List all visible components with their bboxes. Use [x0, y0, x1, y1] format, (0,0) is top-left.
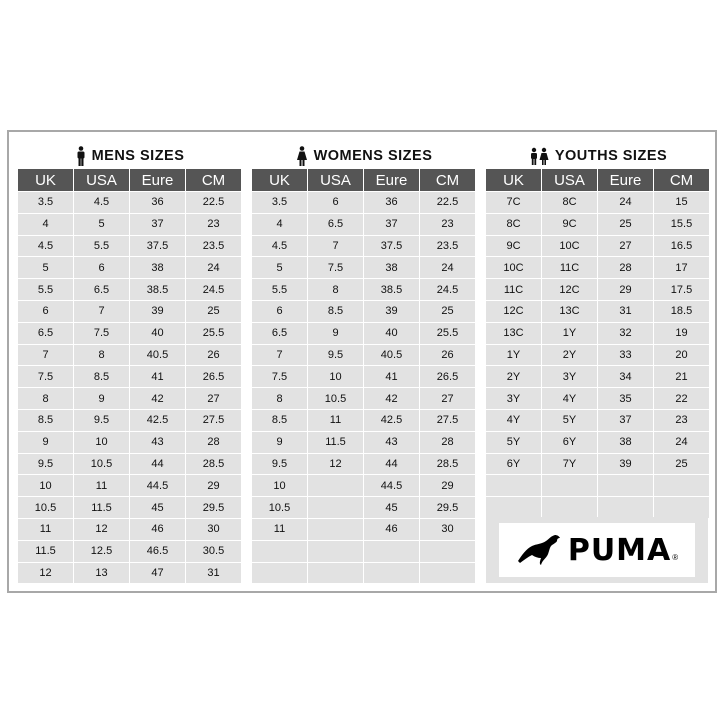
cell-uk: 8 [18, 388, 73, 410]
cell-usa [308, 519, 363, 541]
cell-usa: 6 [74, 257, 129, 279]
table-row [18, 192, 242, 214]
cell-uk: 9.5 [18, 454, 73, 476]
youths-sizes-section [486, 145, 710, 519]
cell-usa: 4Y [542, 388, 597, 410]
table-row [18, 497, 242, 519]
cell-cm: 24.5 [186, 279, 241, 301]
cell-cm: 26.5 [186, 366, 241, 388]
cell-cm: 27.5 [420, 410, 475, 432]
table-row [252, 519, 476, 541]
mens-sizes-title [18, 145, 242, 167]
cell-cm: 24 [654, 432, 709, 454]
cell-usa [308, 475, 363, 497]
cell-eure: 25 [598, 214, 653, 236]
cell-cm: 17 [654, 257, 709, 279]
cell-eure: 41 [130, 366, 185, 388]
cell-usa: 8.5 [74, 366, 129, 388]
cell-eure: 46 [130, 519, 185, 541]
cell-usa: 9.5 [308, 345, 363, 367]
cell-uk: 7 [252, 345, 307, 367]
cell-usa: 11.5 [74, 497, 129, 519]
youths-title-text: YOUTHS SIZES [554, 148, 668, 164]
table-row [18, 345, 242, 367]
cell-eure: 37 [130, 214, 185, 236]
cell-eure: 37 [598, 410, 653, 432]
cell-cm: 20 [654, 345, 709, 367]
table-row [252, 432, 476, 454]
brand-logo [499, 523, 695, 577]
cell-uk: 7C [486, 192, 541, 214]
table-row [252, 323, 476, 345]
cell-uk: 7.5 [252, 366, 307, 388]
cell-eure [364, 563, 419, 585]
cell-usa: 7 [308, 236, 363, 258]
cell-cm: 23.5 [420, 236, 475, 258]
cell-eure: 47 [130, 563, 185, 585]
cell-uk: 11 [252, 519, 307, 541]
cell-uk: 12 [18, 563, 73, 585]
cell-eure: 38.5 [130, 279, 185, 301]
cell-eure: 37.5 [130, 236, 185, 258]
cell-cm: 21 [654, 366, 709, 388]
table-row [252, 475, 476, 497]
cell-usa: 5.5 [74, 236, 129, 258]
mens-title-text: MENS SIZES [91, 148, 185, 164]
cell-eure: 38 [130, 257, 185, 279]
cell-usa: 8 [308, 279, 363, 301]
womens-title-text: WOMENS SIZES [313, 148, 433, 164]
table-row [18, 366, 242, 388]
cell-eure: 38 [364, 257, 419, 279]
cell-cm: 25.5 [420, 323, 475, 345]
table-row [486, 366, 710, 388]
cell-usa: 7.5 [74, 323, 129, 345]
cell-eure: 27 [598, 236, 653, 258]
cell-cm: 29 [420, 475, 475, 497]
cell-cm: 24.5 [420, 279, 475, 301]
cell-uk: 9.5 [252, 454, 307, 476]
cell-uk: 6 [18, 301, 73, 323]
registered-mark: ® [672, 552, 679, 562]
cell-usa: 2Y [542, 345, 597, 367]
table-row [486, 257, 710, 279]
cell-uk: 5 [252, 257, 307, 279]
table-row [252, 563, 476, 585]
table-row [18, 475, 242, 497]
table-row [252, 366, 476, 388]
cell-cm: 28.5 [186, 454, 241, 476]
cell-uk: 5 [18, 257, 73, 279]
header-cm: CM [654, 169, 709, 191]
table-row [486, 323, 710, 345]
mens-header-row [18, 169, 242, 191]
cell-usa: 1Y [542, 323, 597, 345]
cell-eure: 28 [598, 257, 653, 279]
cell-cm: 25 [420, 301, 475, 323]
cell-eure: 31 [598, 301, 653, 323]
table-row [486, 475, 710, 497]
cell-uk: 3.5 [18, 192, 73, 214]
table-row [486, 192, 710, 214]
cell-eure [598, 497, 653, 519]
cell-usa: 8.5 [308, 301, 363, 323]
cell-eure: 42 [130, 388, 185, 410]
table-row [486, 279, 710, 301]
header-eure: Eure [598, 169, 653, 191]
cell-cm: 23 [186, 214, 241, 236]
table-row [18, 519, 242, 541]
cell-uk: 3.5 [252, 192, 307, 214]
cell-eure: 39 [364, 301, 419, 323]
cell-cm: 23.5 [186, 236, 241, 258]
cell-eure: 38 [598, 432, 653, 454]
table-row [252, 236, 476, 258]
cell-usa: 5Y [542, 410, 597, 432]
cell-cm: 29.5 [186, 497, 241, 519]
cell-cm: 29 [186, 475, 241, 497]
cell-usa: 11C [542, 257, 597, 279]
cell-uk: 4 [18, 214, 73, 236]
cell-eure: 39 [598, 454, 653, 476]
cell-usa [542, 475, 597, 497]
cell-cm: 16.5 [654, 236, 709, 258]
cell-uk: 6 [252, 301, 307, 323]
cell-usa: 9 [74, 388, 129, 410]
cell-eure: 29 [598, 279, 653, 301]
table-row [18, 257, 242, 279]
cell-uk: 4.5 [252, 236, 307, 258]
cell-cm: 27 [420, 388, 475, 410]
cell-eure: 46 [364, 519, 419, 541]
table-row [486, 410, 710, 432]
cell-eure: 45 [364, 497, 419, 519]
cell-uk: 5Y [486, 432, 541, 454]
cell-usa: 7Y [542, 454, 597, 476]
cell-usa: 13C [542, 301, 597, 323]
cell-usa: 10 [308, 366, 363, 388]
cell-uk [252, 563, 307, 585]
cell-eure: 44 [130, 454, 185, 476]
cell-cm: 27 [186, 388, 241, 410]
cell-cm: 28 [420, 432, 475, 454]
cell-cm: 28 [186, 432, 241, 454]
cell-cm: 26 [186, 345, 241, 367]
table-row [18, 454, 242, 476]
cell-cm: 30 [186, 519, 241, 541]
cell-usa: 11 [74, 475, 129, 497]
header-eure: Eure [364, 169, 419, 191]
cell-eure: 42.5 [364, 410, 419, 432]
table-row [486, 454, 710, 476]
cell-uk: 9 [252, 432, 307, 454]
table-row [18, 323, 242, 345]
cell-cm: 24 [420, 257, 475, 279]
header-cm: CM [420, 169, 475, 191]
womens-header-row [252, 169, 476, 191]
brand-logo-panel [486, 517, 708, 583]
header-uk: UK [18, 169, 73, 191]
cell-cm: 19 [654, 323, 709, 345]
cell-cm: 18.5 [654, 301, 709, 323]
cell-usa [308, 563, 363, 585]
table-row [486, 388, 710, 410]
cell-eure: 45 [130, 497, 185, 519]
cell-uk: 13C [486, 323, 541, 345]
cell-cm: 26 [420, 345, 475, 367]
table-row [252, 279, 476, 301]
cell-usa: 8C [542, 192, 597, 214]
cell-uk: 11C [486, 279, 541, 301]
cell-usa [308, 541, 363, 563]
table-row [486, 345, 710, 367]
header-eure: Eure [130, 169, 185, 191]
cell-uk: 2Y [486, 366, 541, 388]
womens-table [252, 192, 476, 584]
cell-uk: 8C [486, 214, 541, 236]
youths-table [486, 192, 710, 519]
cell-cm: 31 [186, 563, 241, 585]
cell-uk: 7 [18, 345, 73, 367]
table-row [486, 432, 710, 454]
cell-uk [252, 541, 307, 563]
youths-header-row [486, 169, 710, 191]
table-row [486, 301, 710, 323]
cell-uk: 3Y [486, 388, 541, 410]
cell-eure [598, 475, 653, 497]
table-row [252, 410, 476, 432]
cell-eure: 43 [364, 432, 419, 454]
cell-usa: 11 [308, 410, 363, 432]
cell-uk: 10.5 [18, 497, 73, 519]
cell-usa: 13 [74, 563, 129, 585]
cell-eure: 37 [364, 214, 419, 236]
table-row [252, 192, 476, 214]
cell-cm [654, 497, 709, 519]
cell-eure: 24 [598, 192, 653, 214]
cell-cm: 30 [420, 519, 475, 541]
cell-eure: 40.5 [364, 345, 419, 367]
cell-usa: 5 [74, 214, 129, 236]
cell-usa: 10.5 [74, 454, 129, 476]
cell-cm: 17.5 [654, 279, 709, 301]
womens-sizes-section [252, 145, 476, 584]
cell-cm: 23 [420, 214, 475, 236]
cell-uk: 11 [18, 519, 73, 541]
cell-usa: 12C [542, 279, 597, 301]
cell-uk [486, 497, 541, 519]
cell-usa: 12.5 [74, 541, 129, 563]
table-row [18, 432, 242, 454]
cell-usa: 6Y [542, 432, 597, 454]
cell-cm: 29.5 [420, 497, 475, 519]
cell-eure: 42 [364, 388, 419, 410]
header-usa: USA [542, 169, 597, 191]
cell-usa: 6.5 [74, 279, 129, 301]
woman-icon [296, 146, 308, 166]
cell-uk: 8 [252, 388, 307, 410]
cell-usa [542, 497, 597, 519]
cell-cm: 24 [186, 257, 241, 279]
cell-cm [654, 475, 709, 497]
cell-cm: 25 [186, 301, 241, 323]
cell-eure: 36 [130, 192, 185, 214]
cell-usa: 12 [74, 519, 129, 541]
cell-eure: 44.5 [364, 475, 419, 497]
cell-cm: 26.5 [420, 366, 475, 388]
table-row [252, 497, 476, 519]
mens-sizes-section [18, 145, 242, 584]
cell-usa: 4.5 [74, 192, 129, 214]
cell-uk: 9 [18, 432, 73, 454]
cell-usa: 9C [542, 214, 597, 236]
cell-eure: 43 [130, 432, 185, 454]
cell-eure: 44 [364, 454, 419, 476]
puma-cat-icon [516, 533, 562, 567]
header-cm: CM [186, 169, 241, 191]
cell-uk: 12C [486, 301, 541, 323]
cell-cm: 15.5 [654, 214, 709, 236]
youths-sizes-title [486, 145, 710, 167]
table-row [18, 214, 242, 236]
cell-cm: 22.5 [186, 192, 241, 214]
cell-uk [486, 475, 541, 497]
cell-usa: 7 [74, 301, 129, 323]
cell-cm: 25.5 [186, 323, 241, 345]
cell-eure: 32 [598, 323, 653, 345]
cell-eure: 40 [364, 323, 419, 345]
cell-uk: 10 [18, 475, 73, 497]
cell-uk: 6.5 [252, 323, 307, 345]
cell-cm [420, 563, 475, 585]
table-row [18, 301, 242, 323]
cell-eure: 40 [130, 323, 185, 345]
cell-cm: 23 [654, 410, 709, 432]
cell-uk: 4.5 [18, 236, 73, 258]
cell-eure: 36 [364, 192, 419, 214]
cell-eure: 46.5 [130, 541, 185, 563]
cell-eure: 41 [364, 366, 419, 388]
cell-usa [308, 497, 363, 519]
cell-eure: 38.5 [364, 279, 419, 301]
cell-eure: 42.5 [130, 410, 185, 432]
cell-eure [364, 541, 419, 563]
cell-cm: 25 [654, 454, 709, 476]
cell-usa: 10C [542, 236, 597, 258]
cell-uk: 6Y [486, 454, 541, 476]
table-row [486, 214, 710, 236]
table-row [252, 257, 476, 279]
cell-usa: 10 [74, 432, 129, 454]
table-row [252, 388, 476, 410]
cell-uk: 9C [486, 236, 541, 258]
cell-cm: 15 [654, 192, 709, 214]
table-row [486, 497, 710, 519]
cell-usa: 11.5 [308, 432, 363, 454]
table-row [252, 345, 476, 367]
cell-eure: 39 [130, 301, 185, 323]
cell-cm: 30.5 [186, 541, 241, 563]
table-row [252, 301, 476, 323]
children-icon [529, 146, 549, 166]
table-row [18, 563, 242, 585]
table-row [18, 388, 242, 410]
cell-uk: 6.5 [18, 323, 73, 345]
cell-usa: 7.5 [308, 257, 363, 279]
cell-cm: 27.5 [186, 410, 241, 432]
cell-uk: 1Y [486, 345, 541, 367]
cell-usa: 12 [308, 454, 363, 476]
cell-uk: 8.5 [252, 410, 307, 432]
cell-usa: 9.5 [74, 410, 129, 432]
header-usa: USA [308, 169, 363, 191]
cell-eure: 35 [598, 388, 653, 410]
table-row [18, 236, 242, 258]
table-row [252, 214, 476, 236]
cell-eure: 37.5 [364, 236, 419, 258]
man-icon [76, 146, 86, 166]
cell-usa: 6.5 [308, 214, 363, 236]
cell-cm: 22 [654, 388, 709, 410]
header-usa: USA [74, 169, 129, 191]
cell-uk: 10.5 [252, 497, 307, 519]
cell-usa: 3Y [542, 366, 597, 388]
cell-uk: 5.5 [18, 279, 73, 301]
table-row [252, 541, 476, 563]
header-uk: UK [252, 169, 307, 191]
mens-table [18, 192, 242, 584]
table-row [18, 541, 242, 563]
cell-usa: 6 [308, 192, 363, 214]
cell-uk: 4 [252, 214, 307, 236]
cell-uk: 10C [486, 257, 541, 279]
brand-name: PUMA [567, 532, 672, 568]
cell-uk: 7.5 [18, 366, 73, 388]
cell-eure: 40.5 [130, 345, 185, 367]
cell-uk: 5.5 [252, 279, 307, 301]
table-row [18, 279, 242, 301]
cell-uk: 11.5 [18, 541, 73, 563]
cell-uk: 8.5 [18, 410, 73, 432]
cell-eure: 44.5 [130, 475, 185, 497]
cell-usa: 10.5 [308, 388, 363, 410]
header-uk: UK [486, 169, 541, 191]
cell-cm [420, 541, 475, 563]
cell-eure: 33 [598, 345, 653, 367]
cell-eure: 34 [598, 366, 653, 388]
table-row [252, 454, 476, 476]
cell-usa: 8 [74, 345, 129, 367]
cell-uk: 4Y [486, 410, 541, 432]
cell-cm: 28.5 [420, 454, 475, 476]
table-row [486, 236, 710, 258]
cell-usa: 9 [308, 323, 363, 345]
cell-cm: 22.5 [420, 192, 475, 214]
table-row [18, 410, 242, 432]
cell-uk: 10 [252, 475, 307, 497]
womens-sizes-title [252, 145, 476, 167]
